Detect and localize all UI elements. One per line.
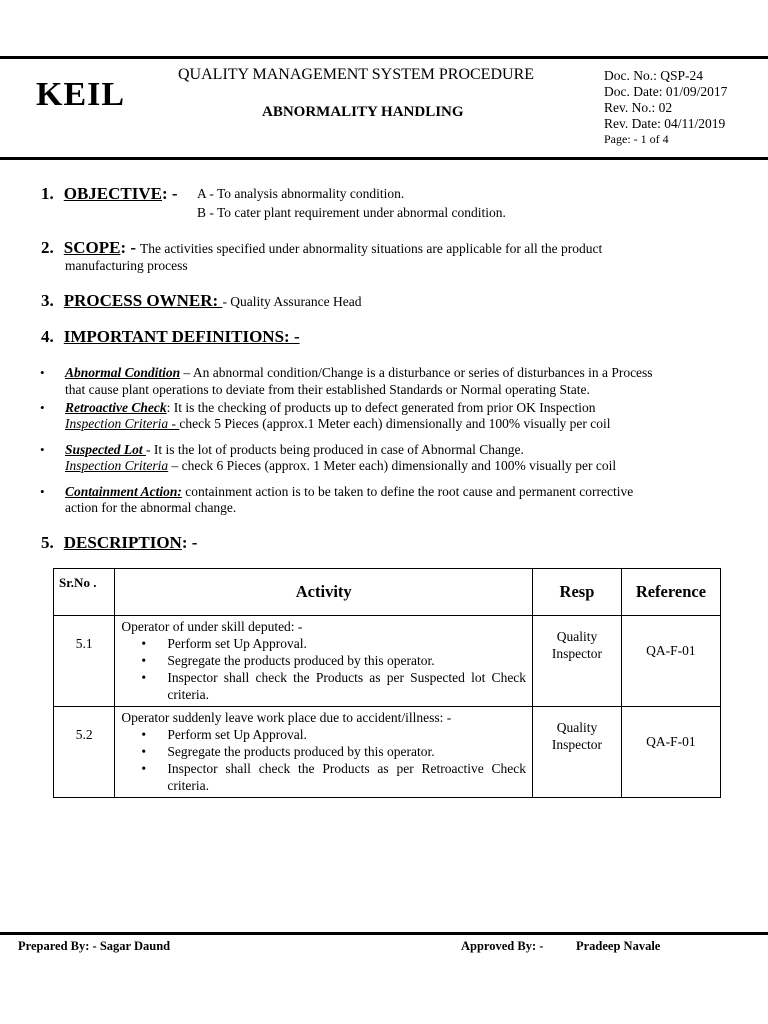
- resp-line: Inspector: [551, 737, 603, 752]
- definition-suspected-lot: [65, 441, 749, 458]
- header-bottom-rule: [0, 157, 768, 160]
- section-title: PROCESS OWNER:: [63, 291, 223, 310]
- definition-containment-action: [65, 483, 749, 500]
- approved-by-label: Approved By: -: [461, 939, 544, 953]
- row-srno: 5.1: [54, 616, 115, 707]
- criteria-label: Inspection Criteria: [65, 458, 169, 473]
- footer-rule: [0, 932, 768, 935]
- row-resp: [533, 707, 622, 798]
- section-process-owner: [41, 291, 362, 311]
- column-header-resp: Resp: [533, 569, 622, 616]
- revision-number: Rev. No.: 02: [604, 100, 673, 115]
- section-scope: [41, 238, 602, 258]
- definition-term: Containment Action:: [65, 484, 182, 499]
- table-row: [54, 616, 721, 707]
- suspected-lot-inspection-criteria: [65, 457, 749, 474]
- activity-steps: [121, 726, 526, 794]
- definition-abnormal-condition: [65, 364, 749, 381]
- bullet-icon: •: [40, 484, 45, 499]
- section-title: IMPORTANT DEFINITIONS: -: [63, 327, 300, 346]
- bullet-icon: •: [40, 365, 45, 380]
- definition-abnormal-condition-cont: that cause plant operations to deviate from their established Standards or Normal operating State.: [65, 382, 590, 397]
- row-activity: [115, 616, 533, 707]
- definition-text: : It is the checking of products up to defect generated from prior OK Inspection: [166, 400, 596, 415]
- doc-number: Doc. No.: QSP-24: [604, 68, 704, 83]
- row-activity: [115, 707, 533, 798]
- objective-line-a: A - To analysis abnormality condition.: [197, 186, 405, 201]
- resp-line: Quality: [556, 720, 598, 735]
- revision-date: Rev. Date: 04/11/2019: [604, 116, 726, 131]
- section-title-suffix: : -: [120, 238, 137, 257]
- activity-steps: [121, 635, 526, 703]
- activity-intro: Operator of under skill deputed: -: [121, 619, 303, 634]
- process-owner-value: - Quality Assurance Head: [222, 294, 362, 309]
- doc-date: Doc. Date: 01/09/2017: [604, 84, 728, 99]
- column-header-reference: Reference: [621, 569, 720, 616]
- criteria-text: – check 6 Pieces (approx. 1 Meter each) dimensionally and 100% visually per coil: [168, 458, 617, 473]
- column-header-activity: Activity: [115, 569, 533, 616]
- scope-text: The activities specified under abnormality situations are applicable for all the product: [140, 241, 603, 256]
- activity-step: • Inspector shall check the Products as per Retroactive Check criteria.: [121, 760, 526, 794]
- section-number: 4.: [41, 327, 54, 346]
- scope-text-cont: manufacturing process: [65, 258, 188, 273]
- definition-text: containment action is to be taken to define the root cause and permanent corrective: [181, 484, 634, 499]
- system-title: QUALITY MANAGEMENT SYSTEM PROCEDURE: [178, 66, 535, 83]
- row-resp: [533, 616, 622, 707]
- prepared-by: Prepared By: - Sagar Daund: [18, 939, 171, 953]
- page-number: Page: - 1 of 4: [604, 132, 669, 146]
- table-header-row: [54, 569, 721, 616]
- definition-term: Suspected Lot: [65, 442, 146, 457]
- section-number: 1.: [41, 184, 54, 203]
- bullet-icon: •: [40, 442, 45, 457]
- definition-retroactive-check: [65, 399, 749, 416]
- criteria-label: Inspection Criteria -: [65, 416, 180, 431]
- column-header-srno: Sr.No .: [54, 569, 115, 616]
- activity-step: • Perform set Up Approval.: [121, 726, 526, 743]
- section-definitions: [41, 327, 300, 347]
- retroactive-inspection-criteria: [65, 415, 749, 432]
- row-reference: QA-F-01: [621, 707, 720, 798]
- table-row: [54, 707, 721, 798]
- activity-intro: Operator suddenly leave work place due to accident/illness: -: [121, 710, 452, 725]
- activity-step: • Segregate the products produced by this operator.: [121, 743, 526, 760]
- row-srno: 5.2: [54, 707, 115, 798]
- activity-step: • Inspector shall check the Products as per Suspected lot Check criteria.: [121, 669, 526, 703]
- definition-term: Retroactive Check: [65, 400, 167, 415]
- definition-term: Abnormal Condition: [65, 365, 181, 380]
- resp-line: Inspector: [551, 646, 603, 661]
- document-title: ABNORMALITY HANDLING: [262, 104, 464, 120]
- definition-text: - It is the lot of products being produced in case of Abnormal Change.: [146, 442, 524, 457]
- row-reference: QA-F-01: [621, 616, 720, 707]
- section-title: SCOPE: [63, 238, 121, 257]
- section-title: OBJECTIVE: [63, 184, 162, 203]
- criteria-text: check 5 Pieces (approx.1 Meter each) dimensionally and 100% visually per coil: [179, 416, 611, 431]
- section-number: 2.: [41, 238, 54, 257]
- section-number: 5.: [41, 533, 54, 552]
- definition-containment-action-cont: action for the abnormal change.: [65, 500, 237, 515]
- activity-step: • Segregate the products produced by this operator.: [121, 652, 526, 669]
- section-number: 3.: [41, 291, 54, 310]
- approver-name: Pradeep Navale: [576, 939, 661, 953]
- section-title-suffix: : -: [162, 184, 178, 203]
- objective-line-b: B - To cater plant requirement under abnormal condition.: [197, 205, 506, 220]
- section-objective: [41, 184, 178, 204]
- section-title-suffix: : -: [181, 533, 198, 552]
- description-table: [53, 568, 721, 798]
- company-logo: KEIL: [36, 76, 126, 113]
- section-title: DESCRIPTION: [63, 533, 182, 552]
- section-description: [41, 533, 197, 553]
- activity-step: • Perform set Up Approval.: [121, 635, 526, 652]
- header-top-rule: [0, 56, 768, 59]
- bullet-icon: •: [40, 400, 45, 415]
- definition-text: – An abnormal condition/Change is a disturbance or series of disturbances in a Process: [180, 365, 653, 380]
- resp-line: Quality: [556, 629, 598, 644]
